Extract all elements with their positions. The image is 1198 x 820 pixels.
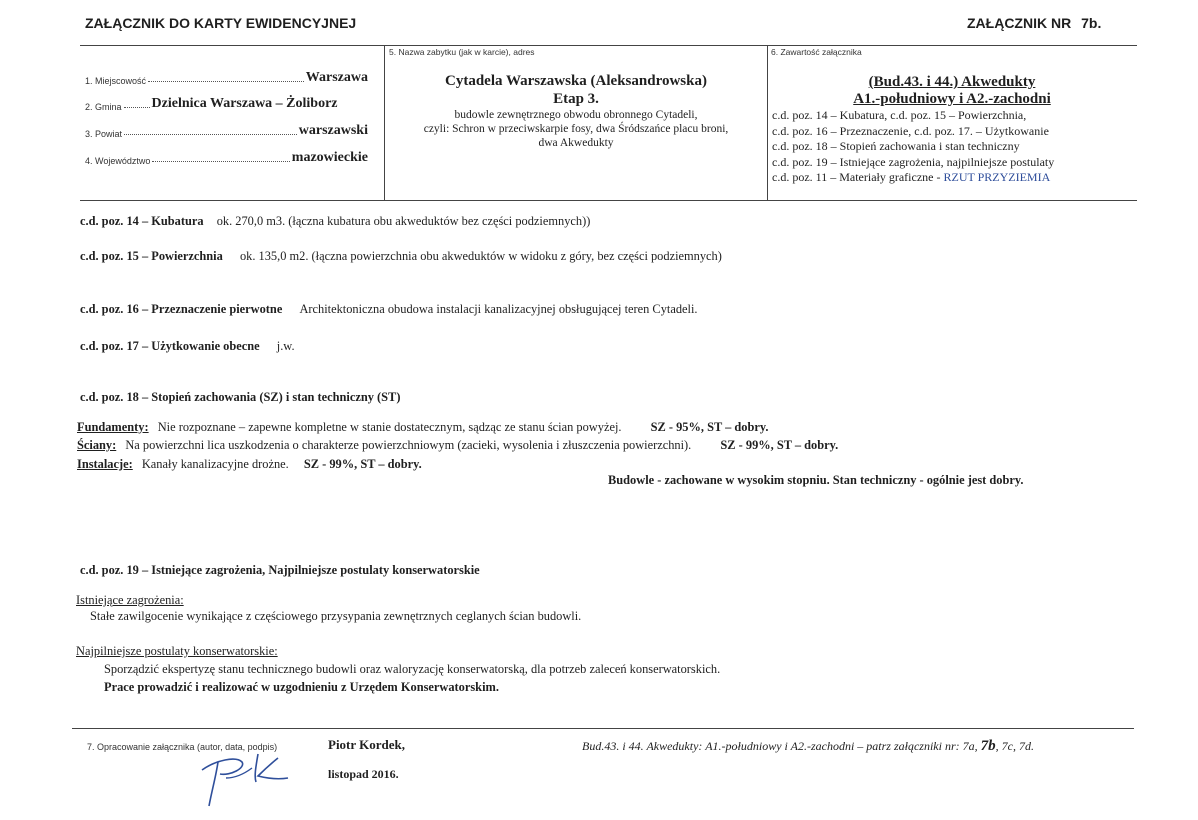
footer-reference-current: 7b xyxy=(980,738,996,754)
postulates-bold: Prace prowadzić i realizować w uzgodnieniu z Urzędem Konserwatorskim. xyxy=(104,680,499,694)
location-row-voivodeship xyxy=(85,150,368,166)
item-15-label: c.d. poz. 15 – Powierzchnia xyxy=(80,249,223,263)
item-16-label: c.d. poz. 16 – Przeznaczenie pierwotne xyxy=(80,302,283,316)
contents-block xyxy=(772,74,1132,186)
contents-graphics-highlight: RZUT PRZYZIEMIA xyxy=(943,170,1051,184)
item-16-text: Architektoniczna obudowa instalacji kanalizacyjnej obsługującej teren Cytadeli. xyxy=(299,302,698,316)
footer-divider xyxy=(72,728,1134,729)
item-14-cubature xyxy=(80,214,590,229)
location-value: warszawski xyxy=(298,123,368,138)
walls-label: Ściany: xyxy=(77,438,117,452)
condition-summary: Budowle - zachowane w wysokim stopniu. Stan techniczny - ogólnie jest dobry. xyxy=(608,473,1024,487)
item-15-area xyxy=(80,249,722,264)
attachment-number xyxy=(967,15,1101,31)
monument-title: Cytadela Warszawska (Aleksandrowska) xyxy=(445,73,707,89)
installations-text: Kanały kanalizacyjne drożne. xyxy=(141,457,289,471)
attachment-title: ZAŁĄCZNIK DO KARTY EWIDENCYJNEJ xyxy=(85,15,357,31)
table-bottom-border xyxy=(80,200,1137,201)
dotted-leader xyxy=(148,81,304,82)
contents-title-2: A1.-południowy i A2.-zachodni xyxy=(853,91,1051,107)
walls-text: Na powierzchni lica uszkodzenia o charakterze powierzchniowym (zacieki, wysolenia i złuszczenia powierzchni). xyxy=(125,438,692,452)
location-row-municipality xyxy=(85,96,368,112)
location-value: Dzielnica Warszawa – Żoliborz xyxy=(151,96,338,111)
foundations-label: Fundamenty: xyxy=(77,420,149,434)
footer-reference xyxy=(582,738,1034,755)
location-value: mazowieckie xyxy=(291,150,368,165)
walls-row xyxy=(77,438,838,453)
threats-label: Istniejące zagrożenia: xyxy=(76,593,184,607)
location-label: 3. Powiat xyxy=(85,129,123,139)
monument-line: dwa Akwedukty xyxy=(538,137,614,149)
threats-text: Stałe zawilgocenie wynikające z częściowego przysypania zewnętrznych ceglanych ścian budowli. xyxy=(90,609,582,623)
item-17-label: c.d. poz. 17 – Użytkowanie obecne xyxy=(80,339,260,353)
foundations-row xyxy=(77,420,768,435)
location-row-county xyxy=(85,123,368,139)
monument-line: czyli: Schron w przeciwskarpie fosy, dwa Śródszańce placu broni, xyxy=(423,123,729,135)
item-17-use xyxy=(80,339,295,354)
attachment-number-label: ZAŁĄCZNIK NR xyxy=(967,15,1072,31)
location-row-locality xyxy=(85,70,368,86)
monument-name-block xyxy=(388,72,764,150)
dotted-leader xyxy=(124,107,150,108)
item-17-text: j.w. xyxy=(276,339,295,353)
item-14-text: ok. 270,0 m3. (łączna kubatura obu akweduktów bez części podziemnych)) xyxy=(216,214,591,228)
item-15-text: ok. 135,0 m2. (łączna powierzchnia obu akweduktów w widoku z góry, bez części podziemnych) xyxy=(239,249,722,263)
table-divider-6 xyxy=(767,45,768,200)
monument-stage: Etap 3. xyxy=(553,91,599,107)
foundations-text: Nie rozpoznane – zapewne kompletne w stanie dostatecznym, sądząc ze stanu ścian powyżej. xyxy=(157,420,622,434)
item-16-purpose xyxy=(80,302,698,317)
section6-label: 6. Zawartość załącznika xyxy=(771,47,862,57)
installations-label: Instalacje: xyxy=(77,457,133,471)
footer-date: listopad 2016. xyxy=(328,767,399,781)
dotted-leader xyxy=(152,161,289,162)
contents-line-graphics xyxy=(772,170,1132,186)
installations-rating: SZ - 99%, ST – dobry. xyxy=(303,457,422,471)
contents-title-1: (Bud.43. i 44.) Akwedukty xyxy=(868,74,1036,90)
location-label: 2. Gmina xyxy=(85,102,122,112)
walls-rating: SZ - 99%, ST – dobry. xyxy=(720,438,839,452)
location-value: Warszawa xyxy=(305,70,368,85)
location-label: 1. Miejscowość xyxy=(85,76,147,86)
foundations-rating: SZ - 95%, ST – dobry. xyxy=(650,420,769,434)
contents-line: c.d. poz. 18 – Stopień zachowania i stan techniczny xyxy=(772,139,1020,153)
footer-reference-suffix: , 7c, 7d. xyxy=(995,739,1034,753)
contents-graphics-prefix: c.d. poz. 11 – Materiały graficzne - xyxy=(772,170,944,184)
dotted-leader xyxy=(124,134,297,135)
footer-label: 7. Opracowanie załącznika (autor, data, podpis) xyxy=(87,742,278,752)
footer-reference-prefix: Bud.43. i 44. Akwedukty: A1.-południowy i A2.-zachodni – patrz załączniki nr: 7a, xyxy=(582,739,981,753)
item-19-heading: c.d. poz. 19 – Istniejące zagrożenia, Najpilniejsze postulaty konserwatorskie xyxy=(80,563,480,577)
postulates-text: Sporządzić ekspertyzę stanu technicznego budowli oraz waloryzację konserwatorską, dla potrzeb zaleceń konserwatorskich. xyxy=(104,662,721,676)
contents-line: c.d. poz. 16 – Przeznaczenie, c.d. poz. 17. – Użytkowanie xyxy=(772,123,1049,138)
footer-author: Piotr Kordek, xyxy=(328,737,406,752)
monument-line: budowle zewnętrznego obwodu obronnego Cytadeli, xyxy=(454,109,698,121)
contents-line: c.d. poz. 14 – Kubatura, c.d. poz. 15 – Powierzchnia, xyxy=(772,108,1027,122)
signature-icon xyxy=(196,748,311,810)
installations-row xyxy=(77,457,422,472)
table-divider-5 xyxy=(384,45,385,200)
location-label: 4. Województwo xyxy=(85,156,151,166)
table-top-border xyxy=(80,45,1137,46)
item-18-heading: c.d. poz. 18 – Stopień zachowania (SZ) i stan techniczny (ST) xyxy=(80,390,401,404)
contents-line: c.d. poz. 19 – Istniejące zagrożenia, najpilniejsze postulaty xyxy=(772,154,1055,169)
attachment-number-value: 7b. xyxy=(1081,15,1102,31)
postulates-label: Najpilniejsze postulaty konserwatorskie: xyxy=(76,644,278,658)
section5-label: 5. Nazwa zabytku (jak w karcie), adres xyxy=(389,47,535,57)
item-14-label: c.d. poz. 14 – Kubatura xyxy=(80,214,204,228)
